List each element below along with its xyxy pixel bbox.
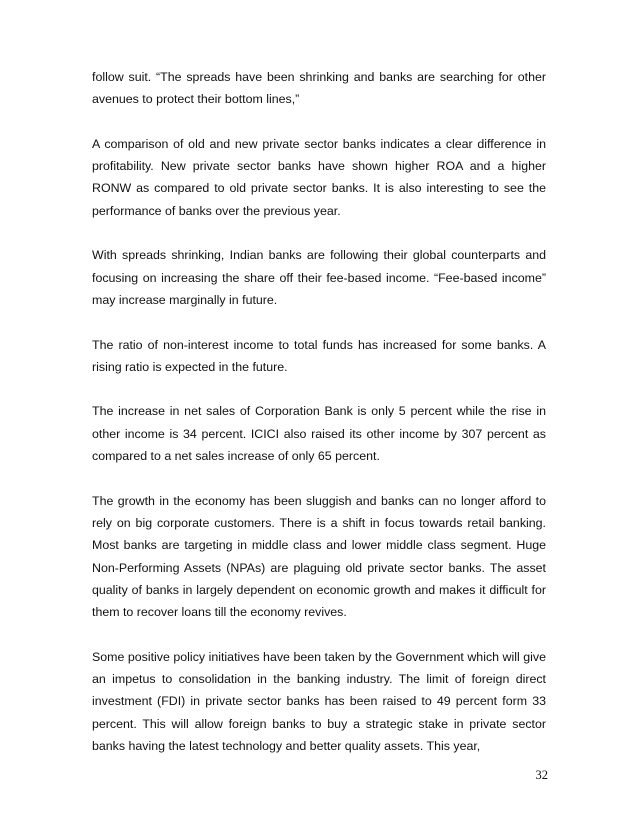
paragraph-3: With spreads shrinking, Indian banks are following their global counterparts and focusing on increasing the share off their fee-based income. “Fee-based income” may increase marginally in future. [92,248,546,307]
paragraph-7: Some positive policy initiatives have been taken by the Government which will give an impetus to consolidation in the banking industry. The limit of foreign direct investment (FDI) in private sector banks has been raised to 49 percent form 33 percent. This will allow foreign banks to buy a strategic stake in private sector banks having the latest technology and better quality assets. This year, [92,649,546,753]
paragraph-1: follow suit. “The spreads have been shrinking and banks are searching for other avenues to protect their bottom lines,” [92,70,546,107]
page-number: 32 [535,768,548,782]
paragraph-6: The growth in the economy has been sluggish and banks can no longer afford to rely on big corporate customers. There is a shift in focus towards retail banking. Most banks are targeting in middle class and lower middle class segment. Huge Non-Performing Assets (NPAs) are plaguing old private sector banks. The asset quality of banks in largely dependent on economic growth and makes it difficult for them to recover loans till the economy revives. [92,493,546,620]
paragraph-5: The increase in net sales of Corporation Bank is only 5 percent while the rise in other income is 34 percent. ICICI also raised its other income by 307 percent as compared to a net sales increase of only 65 percent. [92,404,546,464]
body-text [92,66,546,780]
paragraph-2: A comparison of old and new private sector banks indicates a clear difference in profitability. New private sector banks have shown higher ROA and a higher RONW as compared to old private sector banks. It is also interesting to see the performance of banks over the previous year. [92,136,546,218]
paragraph-4: The ratio of non-interest income to total funds has increased for some banks. A rising ratio is expected in the future. [92,337,546,374]
